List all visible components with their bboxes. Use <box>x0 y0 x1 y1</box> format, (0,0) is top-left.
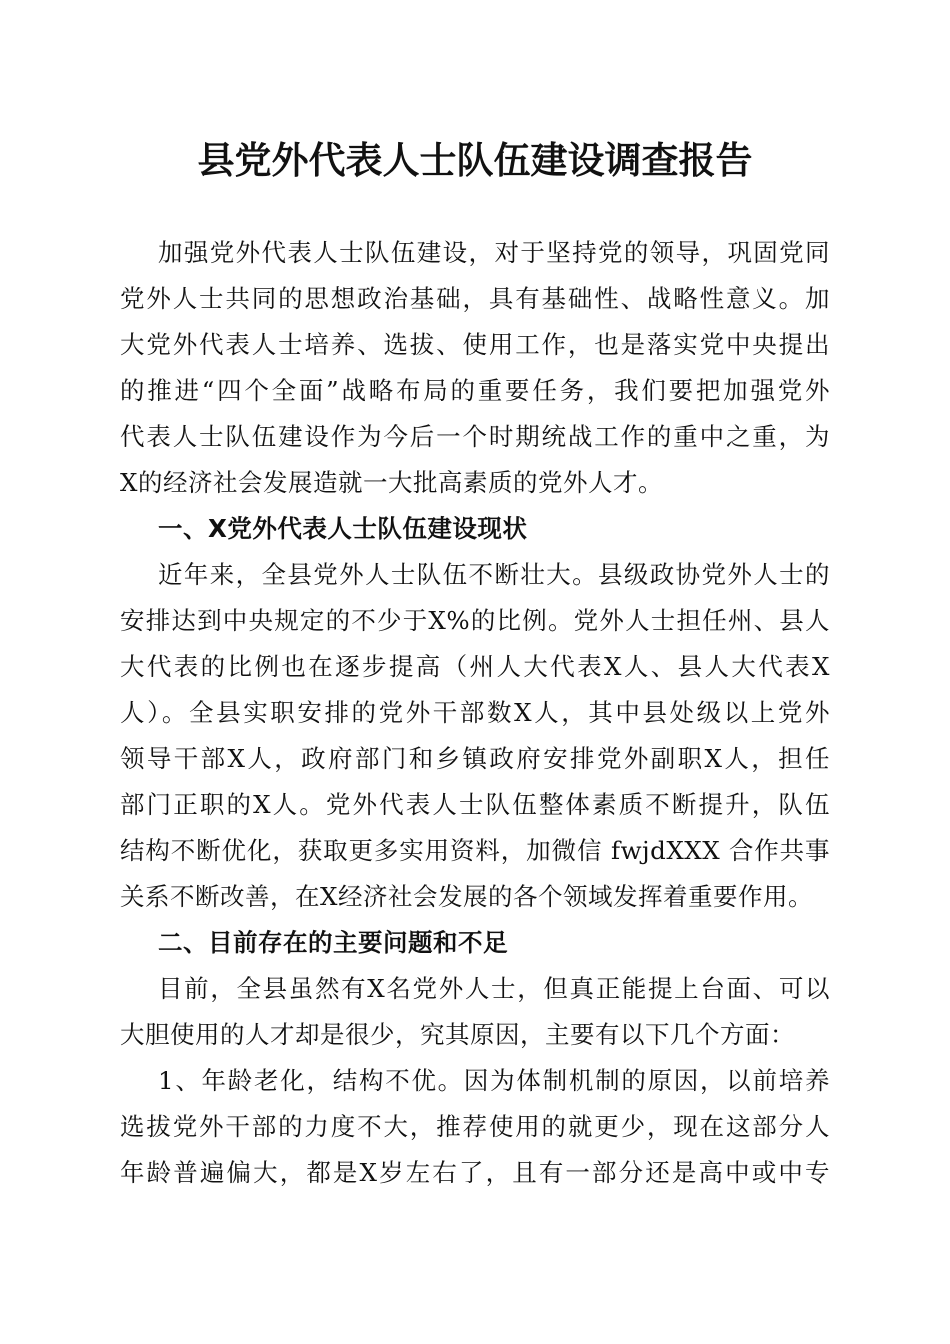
text-line: 结构不断优化，获取更多实用资料，加微信 fwjdXXX 合作共事 <box>120 836 830 865</box>
text-line: 安排达到中央规定的不少于X%的比例。党外人士担任州、县人 <box>120 606 830 635</box>
text-line: 领导干部X人，政府部门和乡镇政府安排党外副职X人，担任 <box>120 744 830 773</box>
document-body <box>120 230 830 1196</box>
text-line: 人）。全县实职安排的党外干部数X人，其中县处级以上党外 <box>120 698 830 727</box>
text-line: 关系不断改善，在X经济社会发展的各个领域发挥着重要作用。 <box>120 882 813 911</box>
section-heading-2 <box>120 920 830 966</box>
text-line: 近年来，全县党外人士队伍不断壮大。县级政协党外人士的 <box>158 560 830 589</box>
heading-text: 一、X党外代表人士队伍建设现状 <box>158 514 528 543</box>
text-line: 大党外代表人士培养、选拔、使用工作，也是落实党中央提出 <box>120 330 830 359</box>
paragraph-status <box>120 552 830 920</box>
text-line: 党外人士共同的思想政治基础，具有基础性、战略性意义。加 <box>120 284 830 313</box>
text-line: 1、年龄老化，结构不优。因为体制机制的原因，以前培养 <box>158 1066 830 1095</box>
paragraph-point-1 <box>120 1058 830 1196</box>
text-line: 大胆使用的人才却是很少，究其原因，主要有以下几个方面： <box>120 1020 795 1049</box>
text-line: X的经济社会发展造就一大批高素质的党外人才。 <box>120 468 663 497</box>
text-line: 年龄普遍偏大，都是X岁左右了，且有一部分还是高中或中专 <box>120 1158 830 1187</box>
text-line: 大代表的比例也在逐步提高（州人大代表X人、县人大代表X <box>120 652 830 681</box>
text-line: 选拔党外干部的力度不大，推荐使用的就更少，现在这部分人 <box>120 1112 830 1141</box>
text-line: 目前，全县虽然有X名党外人士，但真正能提上台面、可以 <box>158 974 830 1003</box>
document-title: 县党外代表人士队伍建设调查报告 <box>197 138 753 182</box>
text-line: 代表人士队伍建设作为今后一个时期统战工作的重中之重，为 <box>120 422 830 451</box>
heading-text: 二、目前存在的主要问题和不足 <box>158 928 508 957</box>
text-line: 加强党外代表人士队伍建设，对于坚持党的领导，巩固党同 <box>158 238 830 267</box>
section-heading-1 <box>120 506 830 552</box>
text-line: 部门正职的X人。党外代表人士队伍整体素质不断提升，队伍 <box>120 790 830 819</box>
text-line: 的推进“四个全面”战略布局的重要任务，我们要把加强党外 <box>120 376 830 405</box>
paragraph-intro <box>120 230 830 506</box>
paragraph-problems-intro <box>120 966 830 1058</box>
